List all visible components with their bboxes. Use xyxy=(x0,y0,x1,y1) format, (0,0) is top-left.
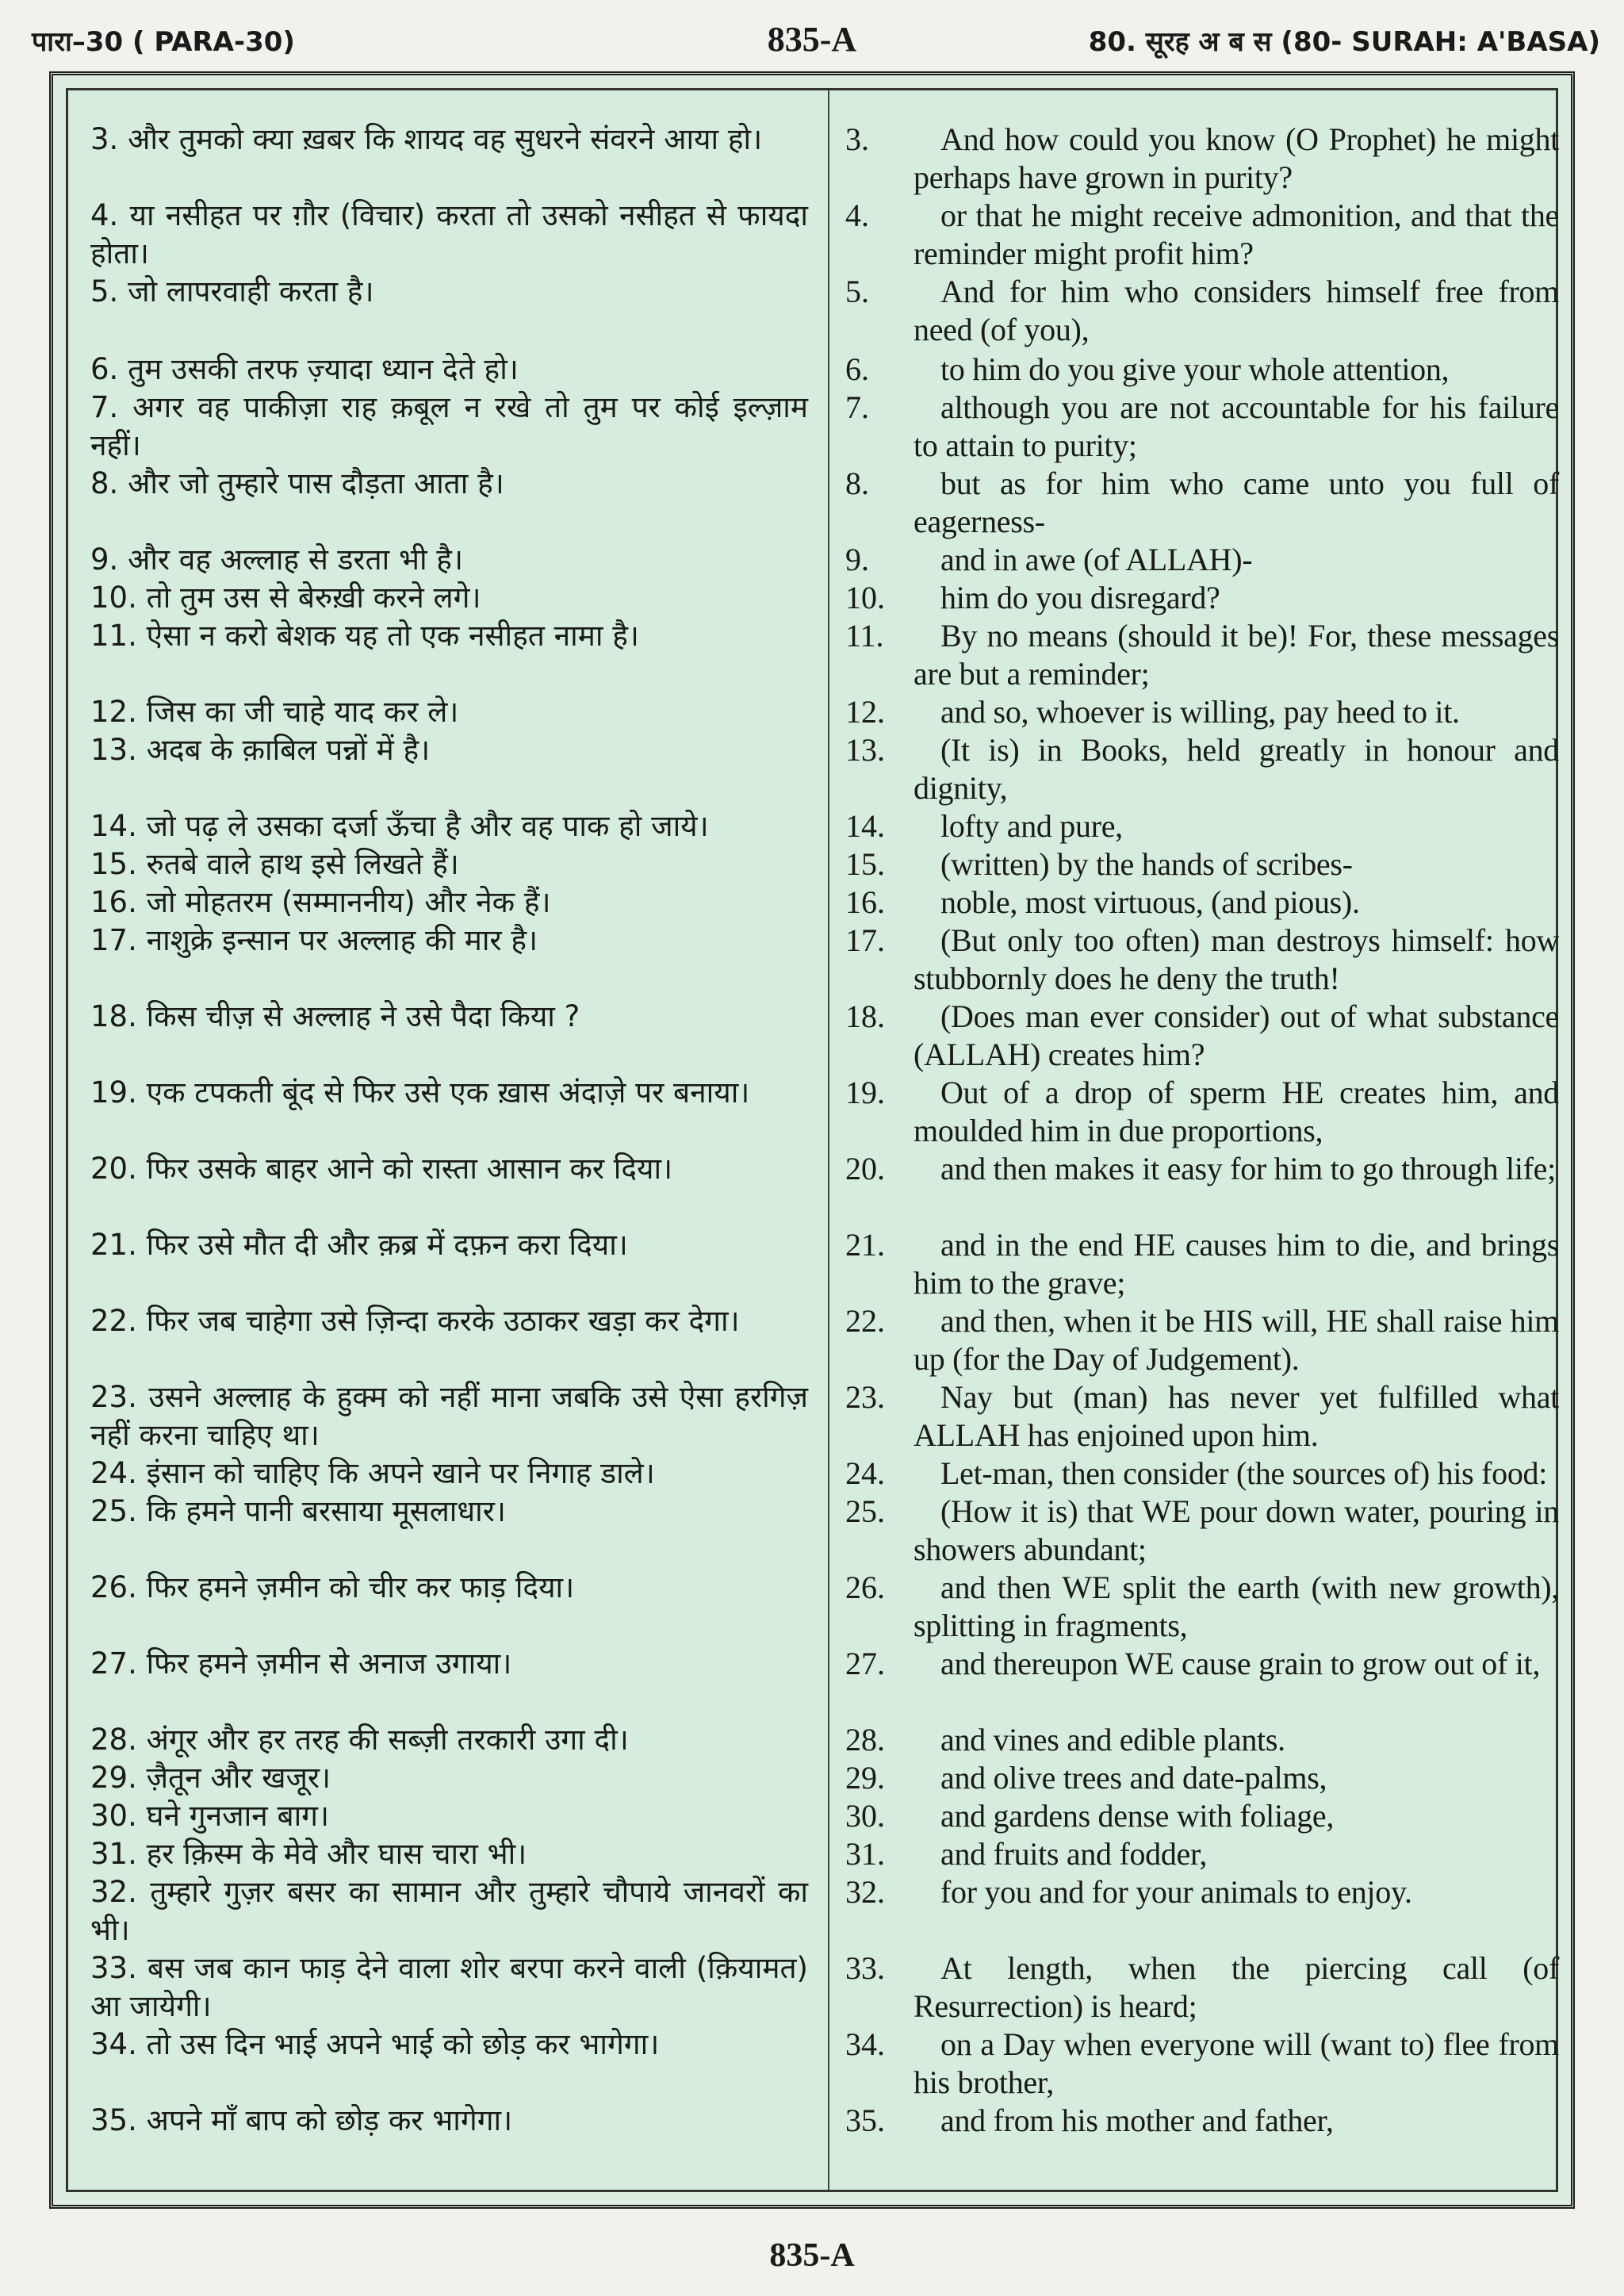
verse-number: 34. xyxy=(845,2026,885,2062)
verse-english-4 xyxy=(845,197,1559,273)
verse-english-text: and fruits and fodder, xyxy=(940,1836,1208,1872)
verse-hindi-text: 28. अंगूर और हर तरह की सब्ज़ी तरकारी उगा दी। xyxy=(90,1723,629,1757)
verse-english-25 xyxy=(845,1493,1559,1569)
verse-english-text: to him do you give your whole attention, xyxy=(940,351,1450,387)
verse-english-17 xyxy=(845,922,1559,998)
verse-english-text: lofty and pure, xyxy=(940,808,1123,844)
verse-number: 14. xyxy=(845,808,885,844)
verse-hindi-text: 29. ज़ैतून और खजूर। xyxy=(90,1761,331,1795)
verse-number: 33. xyxy=(845,1950,885,1986)
verse-hindi-text: 25. कि हमने पानी बरसाया मूसलाधार। xyxy=(90,1494,506,1528)
verse-english-text: or that he might receive admonition, and that the reminder might profit him? xyxy=(914,197,1559,271)
verse-hindi-text: 3. और तुमको क्या ख़बर कि शायद वह सुधरने संवरने आया हो। xyxy=(90,122,763,156)
verse-number: 3. xyxy=(845,121,869,157)
verse-english-text: him do you disregard? xyxy=(940,580,1220,615)
verse-hindi-3 xyxy=(90,121,808,159)
verse-hindi-27 xyxy=(90,1645,808,1683)
verse-hindi-text: 13. अदब के क़ाबिल पन्नों में है। xyxy=(90,733,431,767)
verse-english-text: By no means (should it be)! For, these messages are but a reminder; xyxy=(914,618,1559,692)
verse-english-text: Out of a drop of sperm HE creates him, and moulded him in due proportions, xyxy=(914,1075,1559,1148)
verse-hindi-8 xyxy=(90,465,808,503)
verse-number: 19. xyxy=(845,1075,885,1110)
verse-english-27 xyxy=(845,1645,1559,1683)
verse-english-text: and thereupon WE cause grain to grow out of it, xyxy=(940,1646,1541,1681)
verse-hindi-text: 21. फिर उसे मौत दी और क़ब्र में दफ़न करा दिया। xyxy=(90,1228,628,1262)
verse-hindi-text: 5. जो लापरवाही करता है। xyxy=(90,274,374,309)
verse-hindi-29 xyxy=(90,1759,808,1797)
verse-english-9 xyxy=(845,541,1559,579)
verse-hindi-text: 12. जिस का जी चाहे याद कर ले। xyxy=(90,695,459,729)
verse-number: 28. xyxy=(845,1722,885,1757)
verse-hindi-12 xyxy=(90,693,808,731)
verse-hindi-text: 26. फिर हमने ज़मीन को चीर कर फाड़ दिया। xyxy=(90,1570,575,1604)
verse-hindi-14 xyxy=(90,807,808,845)
verse-number: 17. xyxy=(845,922,885,958)
verse-english-15 xyxy=(845,845,1559,884)
verse-english-text: but as for him who came unto you full of eagerness- xyxy=(914,466,1559,539)
verse-hindi-35 xyxy=(90,2102,808,2140)
verse-hindi-9 xyxy=(90,541,808,579)
page-frame xyxy=(49,71,1575,2209)
verse-english-29 xyxy=(845,1759,1559,1797)
verse-hindi-33 xyxy=(90,1949,808,2026)
verse-english-text: on a Day when everyone will (want to) flee from his brother, xyxy=(914,2026,1559,2100)
verse-hindi-28 xyxy=(90,1721,808,1759)
verse-english-text: (How it is) that WE pour down water, pouring in showers abundant; xyxy=(914,1493,1559,1567)
verse-english-16 xyxy=(845,884,1559,922)
page-header xyxy=(0,22,1624,67)
verse-hindi-text: 27. फिर हमने ज़मीन से अनाज उगाया। xyxy=(90,1646,512,1681)
verse-hindi-text: 7. अगर वह पाकीज़ा राह क़बूल न रखे तो तुम पर कोई इल्ज़ाम नहीं। xyxy=(90,390,808,462)
verse-english-33 xyxy=(845,1949,1559,2026)
verse-hindi-26 xyxy=(90,1569,808,1607)
verse-number: 15. xyxy=(845,846,885,882)
verse-english-35 xyxy=(845,2102,1559,2140)
verse-hindi-10 xyxy=(90,579,808,617)
verse-english-30 xyxy=(845,1797,1559,1835)
verse-english-12 xyxy=(845,693,1559,731)
verse-hindi-text: 6. तुम उसकी तरफ ज़्यादा ध्यान देते हो। xyxy=(90,352,519,386)
verse-hindi-19 xyxy=(90,1074,808,1112)
verse-number: 31. xyxy=(845,1836,885,1872)
verse-english-10 xyxy=(845,579,1559,617)
verse-hindi-text: 10. तो तुम उस से बेरुख़ी करने लगे। xyxy=(90,581,481,615)
verse-number: 7. xyxy=(845,389,869,425)
verse-hindi-17 xyxy=(90,922,808,960)
verse-hindi-5 xyxy=(90,273,808,311)
verse-english-23 xyxy=(845,1378,1559,1455)
verse-english-8 xyxy=(845,465,1559,541)
para-label: पारा–30 ( PARA-30) xyxy=(32,26,295,58)
verse-number: 11. xyxy=(845,618,884,654)
verse-english-text: and then, when it be HIS will, HE shall raise him up (for the Day of Judgement). xyxy=(914,1303,1559,1377)
verse-hindi-6 xyxy=(90,351,808,389)
verse-hindi-13 xyxy=(90,731,808,769)
verse-number: 29. xyxy=(845,1760,885,1796)
verse-number: 35. xyxy=(845,2102,885,2138)
verse-hindi-text: 30. घने गुनजान बाग। xyxy=(90,1799,330,1833)
verse-hindi-text: 18. किस चीज़ से अल्लाह ने उसे पैदा किया ? xyxy=(90,999,580,1033)
verse-hindi-22 xyxy=(90,1302,808,1340)
verse-hindi-16 xyxy=(90,884,808,922)
verse-number: 32. xyxy=(845,1874,885,1910)
verse-hindi-7 xyxy=(90,389,808,465)
verse-number: 22. xyxy=(845,1303,885,1339)
verse-number: 5. xyxy=(845,274,869,309)
verse-english-14 xyxy=(845,807,1559,845)
verse-english-19 xyxy=(845,1074,1559,1150)
verse-english-text: (It is) in Books, held greatly in honour and dignity, xyxy=(914,732,1559,806)
verse-hindi-text: 19. एक टपकती बूंद से फिर उसे एक ख़ास अंदाज़े पर बनाया। xyxy=(90,1075,750,1110)
verse-english-text: and olive trees and date-palms, xyxy=(940,1760,1327,1796)
verse-english-text: and in awe (of ALLAH)- xyxy=(940,542,1253,577)
verse-hindi-15 xyxy=(90,845,808,884)
verse-hindi-text: 35. अपने माँ बाप को छोड़ कर भागेगा। xyxy=(90,2103,513,2137)
verse-hindi-34 xyxy=(90,2026,808,2064)
verse-english-21 xyxy=(845,1226,1559,1302)
verse-english-text: (written) by the hands of scribes- xyxy=(940,846,1353,882)
verse-english-26 xyxy=(845,1569,1559,1645)
verse-number: 24. xyxy=(845,1455,885,1491)
verse-hindi-25 xyxy=(90,1493,808,1531)
verse-english-31 xyxy=(845,1835,1559,1873)
verse-hindi-text: 4. या नसीहत पर ग़ौर (विचार) करता तो उसको नसीहत से फायदा होता। xyxy=(90,198,808,270)
verse-hindi-text: 32. तुम्हारे गुज़र बसर का सामान और तुम्हारे चौपाये जानवरों का भी। xyxy=(90,1875,808,1947)
verse-english-text: and gardens dense with foliage, xyxy=(940,1798,1335,1834)
verse-hindi-text: 16. जो मोहतरम (सम्माननीय) और नेक हैं। xyxy=(90,885,551,919)
verse-hindi-4 xyxy=(90,197,808,273)
verse-number: 16. xyxy=(845,884,885,920)
verse-hindi-text: 11. ऐसा न करो बेशक यह तो एक नसीहत नामा है। xyxy=(90,619,639,653)
surah-title: 80. सूरह अ ब स (80- SURAH: A'BASA) xyxy=(1088,26,1600,58)
verse-english-text: And how could you know (O Prophet) he might perhaps have grown in purity? xyxy=(914,121,1559,195)
verse-hindi-23 xyxy=(90,1378,808,1455)
verse-english-5 xyxy=(845,273,1559,349)
verse-number: 26. xyxy=(845,1570,885,1605)
page-number-bottom: 835-A xyxy=(769,2237,855,2274)
verse-number: 12. xyxy=(845,694,885,730)
content-panel xyxy=(66,88,1558,2192)
verse-english-text: and then WE split the earth (with new growth), splitting in fragments, xyxy=(914,1570,1559,1643)
verse-english-28 xyxy=(845,1721,1559,1759)
verse-english-text: and so, whoever is willing, pay heed to it. xyxy=(940,694,1460,730)
verse-english-3 xyxy=(845,121,1559,197)
verse-english-24 xyxy=(845,1455,1559,1493)
verse-hindi-text: 20. फिर उसके बाहर आने को रास्ता आसान कर दिया। xyxy=(90,1152,673,1186)
verse-hindi-text: 31. हर क़िस्म के मेवे और घास चारा भी। xyxy=(90,1837,527,1871)
verse-english-text: although you are not accountable for his failure to attain to purity; xyxy=(914,389,1559,463)
verse-english-text: and from his mother and father, xyxy=(940,2102,1334,2138)
verse-english-text: for you and for your animals to enjoy. xyxy=(940,1874,1412,1910)
verse-number: 21. xyxy=(845,1227,885,1263)
verse-english-13 xyxy=(845,731,1559,807)
verse-number: 8. xyxy=(845,466,869,501)
verse-number: 25. xyxy=(845,1493,885,1529)
verse-english-22 xyxy=(845,1302,1559,1378)
verse-english-7 xyxy=(845,389,1559,465)
verse-english-32 xyxy=(845,1873,1559,1911)
verse-english-text: Nay but (man) has never yet fulfilled what ALLAH has enjoined upon him. xyxy=(914,1379,1559,1453)
verse-hindi-11 xyxy=(90,617,808,655)
verse-hindi-18 xyxy=(90,998,808,1036)
verse-number: 4. xyxy=(845,197,869,233)
verse-hindi-text: 9. और वह अल्लाह से डरता भी है। xyxy=(90,542,463,577)
verse-english-34 xyxy=(845,2026,1559,2102)
verse-hindi-32 xyxy=(90,1873,808,1949)
verse-english-6 xyxy=(845,351,1559,389)
verse-english-11 xyxy=(845,617,1559,693)
verse-hindi-24 xyxy=(90,1455,808,1493)
verse-hindi-text: 8. और जो तुम्हारे पास दौड़ता आता है। xyxy=(90,466,504,500)
verse-english-text: noble, most virtuous, (and pious). xyxy=(940,884,1360,920)
verse-hindi-text: 17. नाशुक्रे इन्सान पर अल्लाह की मार है। xyxy=(90,923,538,957)
verse-english-20 xyxy=(845,1150,1559,1188)
verse-hindi-text: 14. जो पढ़ ले उसका दर्जा ऊँचा है और वह पाक हो जाये। xyxy=(90,809,709,843)
verse-english-text: Let-man, then consider (the sources of) his food: xyxy=(940,1455,1548,1491)
verse-english-text: At length, when the piercing call (of Resurrection) is heard; xyxy=(914,1950,1559,2024)
column-divider xyxy=(828,90,829,2190)
verse-hindi-31 xyxy=(90,1835,808,1873)
verse-number: 18. xyxy=(845,999,885,1034)
verse-number: 6. xyxy=(845,351,869,387)
verse-number: 27. xyxy=(845,1646,885,1681)
verse-hindi-text: 34. तो उस दिन भाई अपने भाई को छोड़ कर भागेगा। xyxy=(90,2027,660,2061)
verse-english-text: (Does man ever consider) out of what substance (ALLAH) creates him? xyxy=(914,999,1559,1072)
verse-hindi-21 xyxy=(90,1226,808,1264)
verse-english-18 xyxy=(845,998,1559,1074)
verse-hindi-text: 33. बस जब कान फाड़ देने वाला शोर बरपा करने वाली (क़ियामत) आ जायेगी। xyxy=(90,1951,808,2023)
verse-hindi-20 xyxy=(90,1150,808,1188)
verse-hindi-text: 22. फिर जब चाहेगा उसे ज़िन्दा करके उठाकर खड़ा कर देगा। xyxy=(90,1304,740,1338)
verse-number: 20. xyxy=(845,1151,885,1186)
verse-hindi-30 xyxy=(90,1797,808,1835)
verse-hindi-text: 24. इंसान को चाहिए कि अपने खाने पर निगाह डाले। xyxy=(90,1456,655,1490)
verse-english-text: (But only too often) man destroys himself: how stubbornly does he deny the truth! xyxy=(914,922,1559,996)
verse-hindi-text: 15. रुतबे वाले हाथ इसे लिखते हैं। xyxy=(90,847,459,881)
verse-number: 13. xyxy=(845,732,885,768)
verse-english-text: and then makes it easy for him to go through life; xyxy=(940,1151,1556,1186)
verse-number: 30. xyxy=(845,1798,885,1834)
page-number-top: 835-A xyxy=(767,20,857,59)
verse-number: 23. xyxy=(845,1379,885,1415)
verse-hindi-text: 23. उसने अल्लाह के हुक्म को नहीं माना जबकि उसे ऐसा हरगिज़ नहीं करना चाहिए था। xyxy=(90,1380,808,1452)
verse-number: 9. xyxy=(845,542,869,577)
verse-english-text: and vines and edible plants. xyxy=(940,1722,1285,1757)
verse-english-text: and in the end HE causes him to die, and brings him to the grave; xyxy=(914,1227,1559,1301)
verse-english-text: And for him who considers himself free from need (of you), xyxy=(914,274,1559,347)
verse-number: 10. xyxy=(845,580,885,615)
